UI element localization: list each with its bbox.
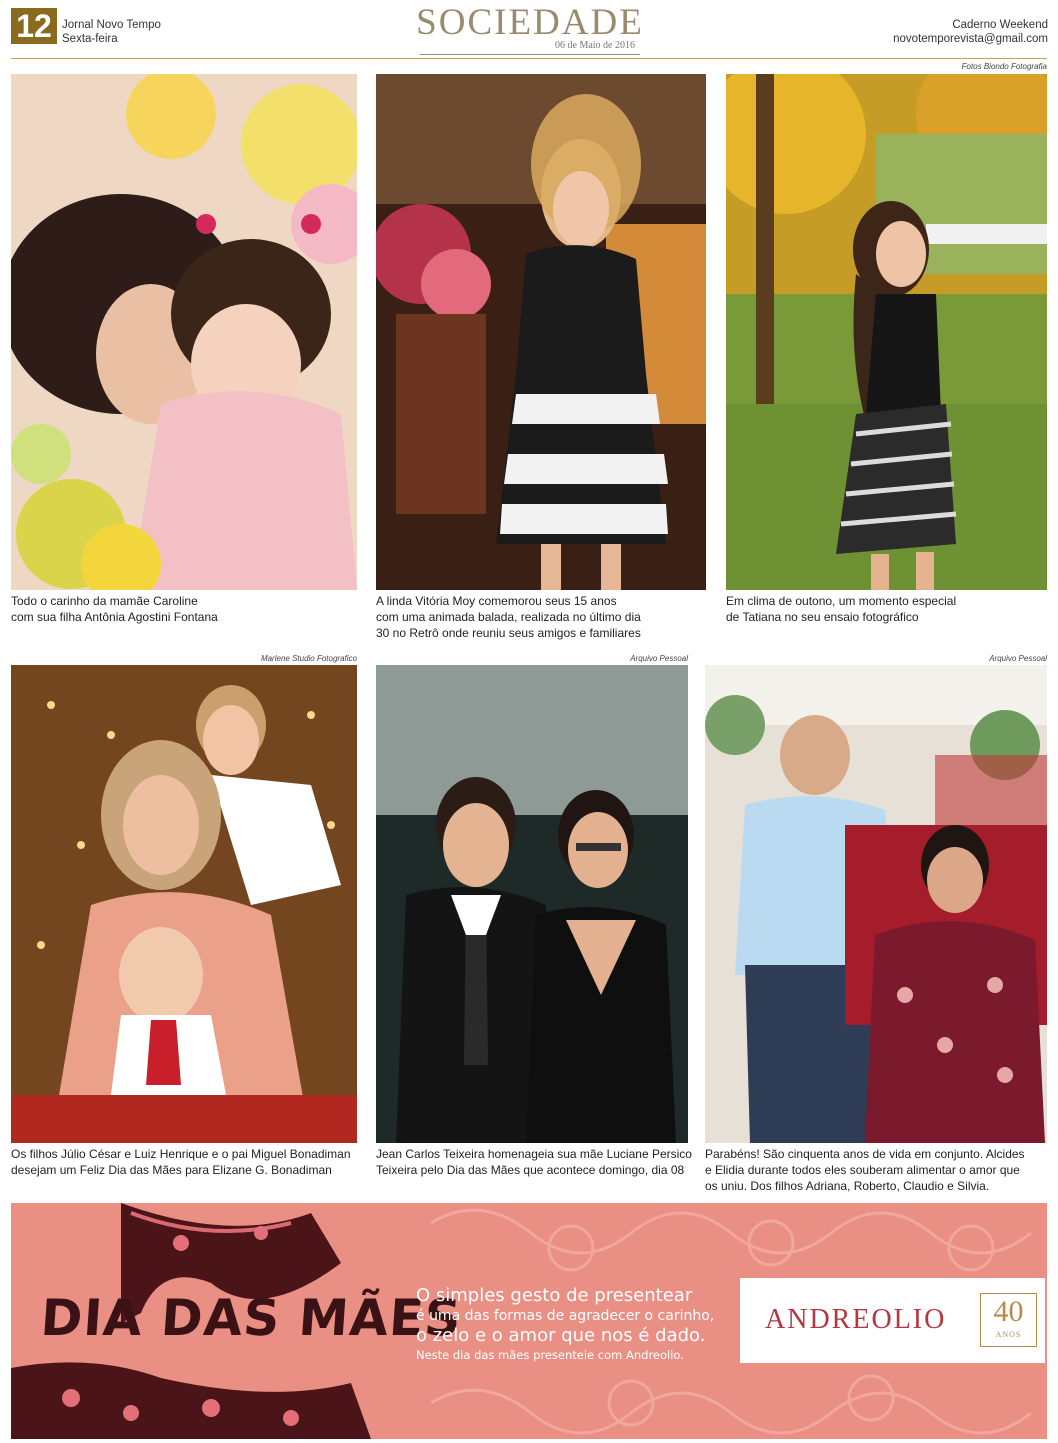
ad-title: DIA DAS MÃES — [38, 1289, 464, 1347]
caption-line: com sua filha Antônia Agostini Fontana — [11, 610, 218, 624]
title-rule — [420, 54, 640, 55]
photo-family-bonadiman — [11, 665, 357, 1143]
caption-line: de Tatiana no seu ensaio fotográfico — [726, 610, 919, 624]
ad-slogan-line: o zelo e o amor que nos é dado. — [416, 1325, 706, 1346]
supplement-info — [893, 18, 1048, 46]
caption-line: 30 no Retrô onde reuniu seus amigos e familiares — [376, 626, 641, 640]
page-number: 12 — [11, 8, 57, 44]
contact-email[interactable]: novotemporevista@gmail.com — [893, 33, 1048, 45]
andreolio-advertisement[interactable] — [11, 1203, 1047, 1439]
caption-line: desejam um Feliz Dia das Mães para Elizane G. Bonadiman — [11, 1163, 332, 1177]
weekday: Sexta-feira — [62, 33, 118, 45]
photo-jean-luciane — [376, 665, 688, 1143]
anniversary-badge — [980, 1293, 1037, 1347]
caption-line: Jean Carlos Teixeira homenageia sua mãe Luciane Persico — [376, 1147, 692, 1161]
caption-line: Em clima de outono, um momento especial — [726, 594, 957, 608]
photo-credit: Fotos Biondo Fotografia — [961, 62, 1047, 71]
caption-line: Todo o carinho da mamãe Caroline — [11, 594, 198, 608]
caption-line: Os filhos Júlio César e Luiz Henrique e o pai Miguel Bonadiman — [11, 1147, 351, 1161]
anniversary-label: ANOS — [995, 1330, 1022, 1339]
caption-line: A linda Vitória Moy comemorou seus 15 anos — [376, 594, 617, 608]
ad-slogan-line: Neste dia das mães presenteie com Andreolio. — [416, 1348, 684, 1362]
supplement-name: Caderno Weekend — [952, 19, 1048, 31]
brand-name: ANDREOLIO — [765, 1304, 947, 1335]
photo-debutante — [376, 74, 706, 590]
caption — [376, 593, 706, 641]
caption — [376, 1146, 696, 1178]
caption-line: com uma animada balada, realizada no último dia — [376, 610, 641, 624]
caption-line: Parabéns! São cinquenta anos de vida em conjunto. Alcides — [705, 1147, 1025, 1161]
photo-credit: Marlene Studio Fotografico — [260, 654, 357, 663]
photo-golden-anniversary — [705, 665, 1047, 1143]
header-divider — [11, 58, 1047, 59]
section-title: SOCIEDADE — [416, 2, 644, 43]
andreolio-logo[interactable] — [740, 1278, 1045, 1363]
ad-slogan — [416, 1285, 736, 1363]
photo-credit: Arquivo Pessoal — [989, 654, 1047, 663]
photo-credit: Arquivo Pessoal — [630, 654, 688, 663]
caption — [726, 593, 1047, 625]
caption-line: e Elidia durante todos eles souberam alimentar o amor que — [705, 1163, 1020, 1177]
anniversary-number: 40 — [993, 1295, 1024, 1328]
caption-line: os uniu. Dos filhos Adriana, Roberto, Claudio e Silvia. — [705, 1179, 990, 1193]
newspaper-info — [62, 18, 161, 46]
caption-line: Teixeira pelo Dia das Mães que acontece domingo, dia 08 — [376, 1163, 685, 1177]
newspaper-name: Jornal Novo Tempo — [62, 19, 161, 31]
caption — [11, 1146, 357, 1178]
ad-slogan-line: é uma das formas de agradecer o carinho, — [416, 1308, 715, 1324]
photo-autumn-portrait — [726, 74, 1047, 590]
caption — [705, 1146, 1047, 1194]
edition-date: 06 de Maio de 2016 — [555, 40, 635, 51]
ad-slogan-line: O simples gesto de presentear — [416, 1285, 693, 1306]
photo-mother-daughter — [11, 74, 357, 590]
caption — [11, 593, 357, 625]
